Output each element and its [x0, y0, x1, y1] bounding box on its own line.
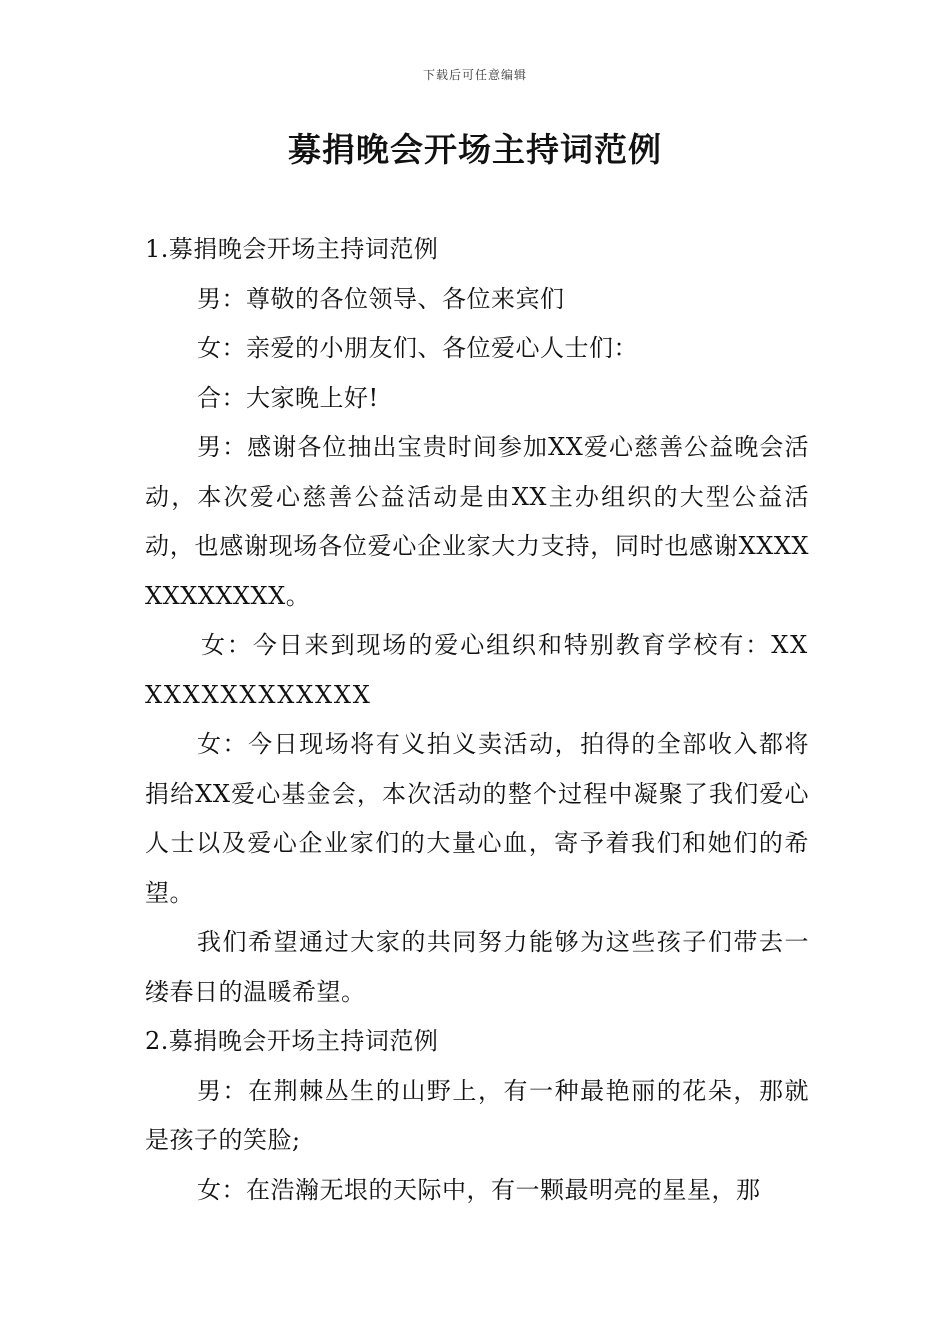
- paragraph: 女：今日来到现场的爱心组织和特别教育学校有：XXXXXXXXXXXXXX: [145, 631, 809, 709]
- paragraph: 合：大家晚上好!: [197, 383, 379, 412]
- paragraph: 女：今日现场将有义拍义卖活动，拍得的全部收入都将捐给XX爱心基金会，本次活动的整个过程中凝聚了我们爱心人士以及爱心企业家们的大量心血，寄予着我们和她们的希望。: [145, 730, 809, 907]
- section-heading-1: 1.募捐晚会开场主持词范例: [145, 235, 439, 263]
- document-body: [145, 225, 809, 1215]
- document-title: 募捐晚会开场主持词范例: [288, 130, 662, 169]
- paragraph: 女：在浩瀚无垠的天际中，有一颗最明亮的星星，那: [197, 1175, 761, 1204]
- section-heading-2: 2.募捐晚会开场主持词范例: [145, 1027, 439, 1055]
- paragraph: 男：尊敬的各位领导、各位来宾们: [197, 284, 565, 313]
- paragraph: 女：亲爱的小朋友们、各位爱心人士们：: [197, 334, 638, 362]
- paragraph: 男：感谢各位抽出宝贵时间参加XX爱心慈善公益晚会活动，本次爱心慈善公益活动是由XX主办组织的大型公益活动，也感谢现场各位爱心企业家大力支持，同时也感谢XXXXXXXXXXXX。: [145, 433, 809, 610]
- paragraph: 我们希望通过大家的共同努力能够为这些孩子们带去一缕春日的温暖希望。: [145, 928, 809, 1006]
- paragraph: 男：在荆棘丛生的山野上，有一种最艳丽的花朵，那就是孩子的笑脸;: [145, 1076, 809, 1154]
- header-note: 下载后可任意编辑: [422, 68, 527, 82]
